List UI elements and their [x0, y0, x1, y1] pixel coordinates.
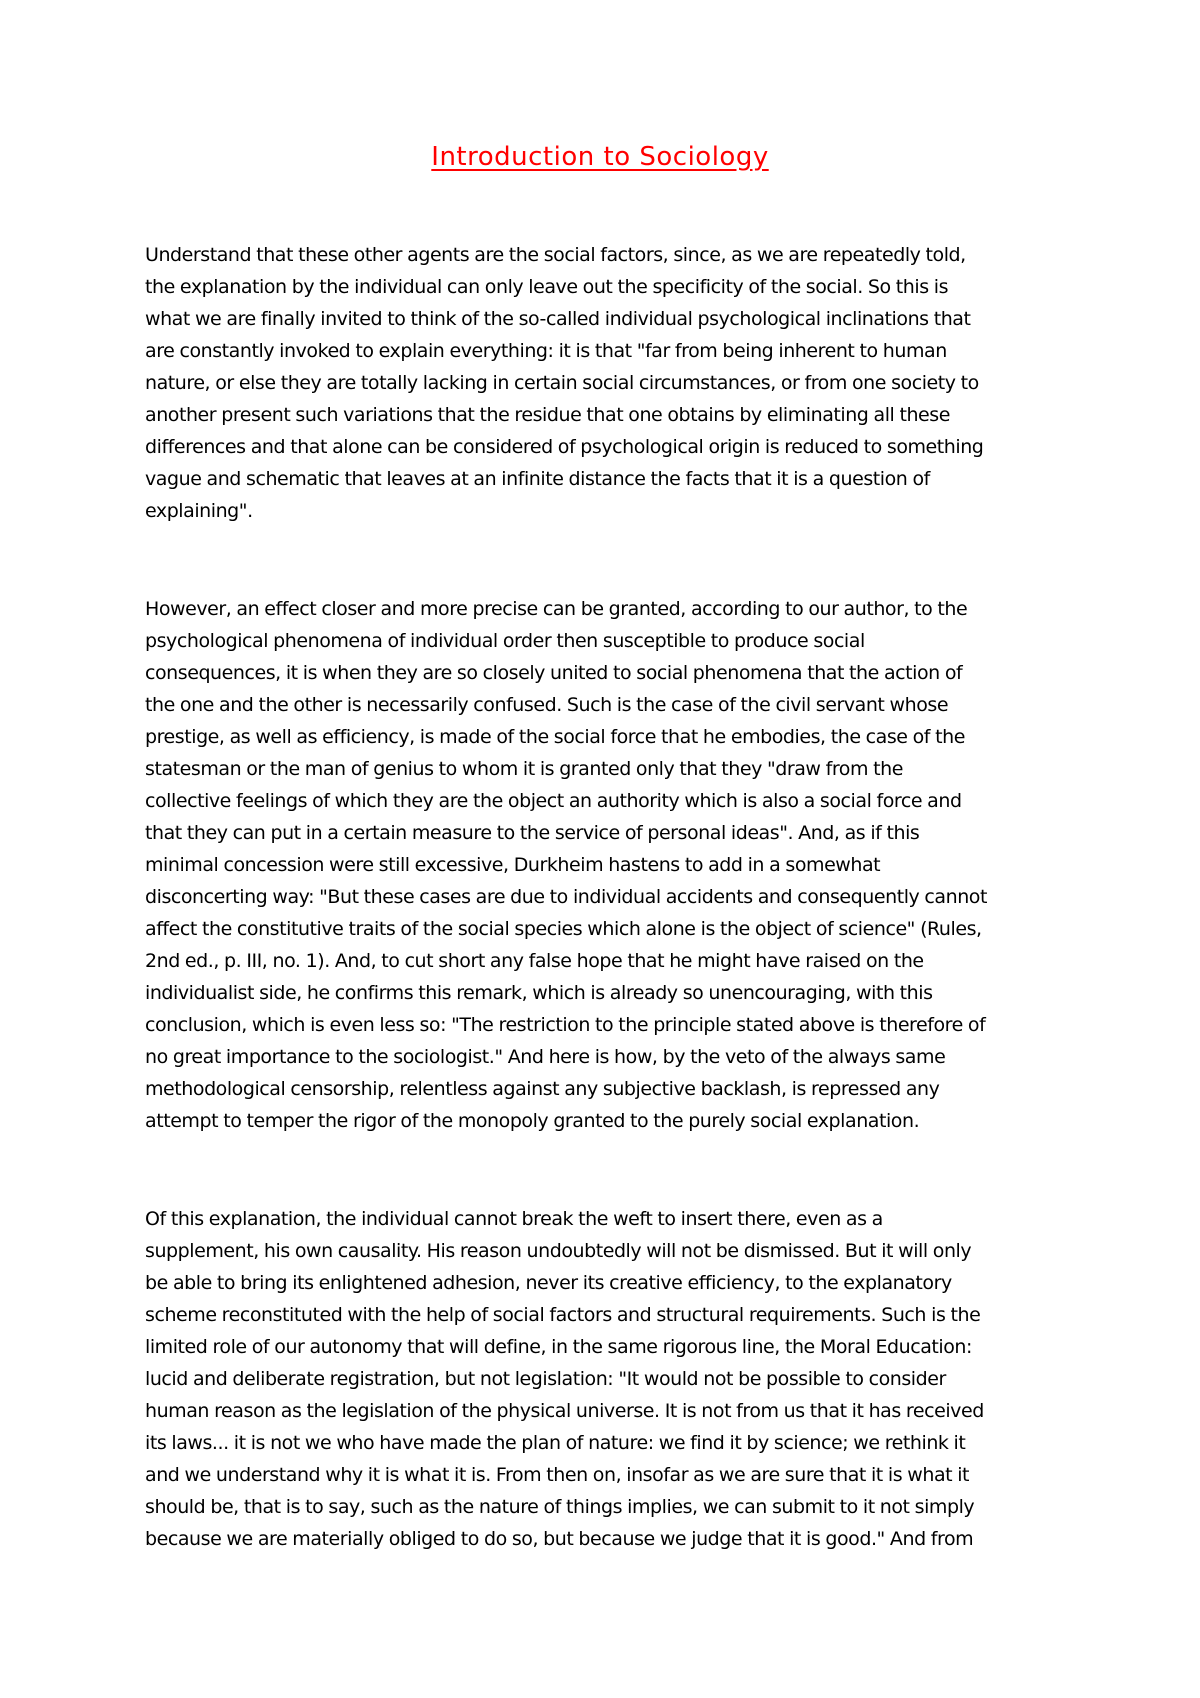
text-line: the explanation by the individual can only leave out the specificity of the social. So this is: [145, 276, 949, 298]
paragraph-3: [145, 1203, 1085, 1555]
text-line: should be, that is to say, such as the nature of things implies, we can submit to it not simply: [145, 1496, 975, 1518]
text-line: disconcerting way: "But these cases are due to individual accidents and consequently cannot: [145, 886, 987, 908]
text-line: statesman or the man of genius to whom it is granted only that they "draw from the: [145, 758, 903, 780]
text-line: individualist side, he confirms this remark, which is already so unencouraging, with this: [145, 982, 933, 1004]
text-line: However, an effect closer and more precise can be granted, according to our author, to the: [145, 598, 968, 620]
paragraph-1: [145, 239, 1085, 527]
text-line: are constantly invoked to explain everything: it is that "far from being inherent to human: [145, 340, 947, 362]
text-line: minimal concession were still excessive, Durkheim hastens to add in a somewhat: [145, 854, 881, 876]
text-line: and we understand why it is what it is. From then on, insofar as we are sure that it is what it: [145, 1464, 970, 1486]
text-line: another present such variations that the residue that one obtains by eliminating all these: [145, 404, 950, 426]
text-line: that they can put in a certain measure to the service of personal ideas". And, as if this: [145, 822, 920, 844]
text-line: no great importance to the sociologist." And here is how, by the veto of the always same: [145, 1046, 946, 1068]
text-line: its laws... it is not we who have made the plan of nature: we find it by science; we rethink it: [145, 1432, 966, 1454]
text-line: scheme reconstituted with the help of social factors and structural requirements. Such is the: [145, 1304, 981, 1326]
text-line: the one and the other is necessarily confused. Such is the case of the civil servant whose: [145, 694, 949, 716]
text-line: Of this explanation, the individual cannot break the weft to insert there, even as a: [145, 1208, 883, 1230]
text-line: supplement, his own causality. His reason undoubtedly will not be dismissed. But it will only: [145, 1240, 972, 1262]
text-line: conclusion, which is even less so: "The restriction to the principle stated above is therefore of: [145, 1014, 986, 1036]
text-line: attempt to temper the rigor of the monopoly granted to the purely social explanation.: [145, 1110, 920, 1132]
text-line: what we are finally invited to think of the so-called individual psychological inclinations that: [145, 308, 971, 330]
document-title: Introduction to Sociology: [431, 142, 769, 172]
text-line: methodological censorship, relentless against any subjective backlash, is repressed any: [145, 1078, 940, 1100]
text-line: vague and schematic that leaves at an infinite distance the facts that it is a question of: [145, 468, 930, 490]
text-line: 2nd ed., p. III, no. 1). And, to cut short any false hope that he might have raised on the: [145, 950, 924, 972]
text-line: psychological phenomena of individual order then susceptible to produce social: [145, 630, 865, 652]
text-line: prestige, as well as efficiency, is made of the social force that he embodies, the case of the: [145, 726, 965, 748]
text-line: nature, or else they are totally lacking in certain social circumstances, or from one society to: [145, 372, 979, 394]
text-line: differences and that alone can be considered of psychological origin is reduced to something: [145, 436, 984, 458]
text-line: lucid and deliberate registration, but not legislation: "It would not be possible to consider: [145, 1368, 946, 1390]
text-line: human reason as the legislation of the physical universe. It is not from us that it has received: [145, 1400, 984, 1422]
paragraph-2: [145, 593, 1085, 1137]
text-line: explaining".: [145, 500, 253, 522]
text-line: collective feelings of which they are the object an authority which is also a social force and: [145, 790, 962, 812]
text-line: be able to bring its enlightened adhesion, never its creative efficiency, to the explanatory: [145, 1272, 952, 1294]
text-line: affect the constitutive traits of the social species which alone is the object of science" (Rules,: [145, 918, 982, 940]
text-line: consequences, it is when they are so closely united to social phenomena that the action of: [145, 662, 963, 684]
text-line: Understand that these other agents are the social factors, since, as we are repeatedly told,: [145, 244, 966, 266]
text-line: limited role of our autonomy that will define, in the same rigorous line, the Moral Education:: [145, 1336, 972, 1358]
text-line: because we are materially obliged to do so, but because we judge that it is good." And from: [145, 1528, 974, 1550]
